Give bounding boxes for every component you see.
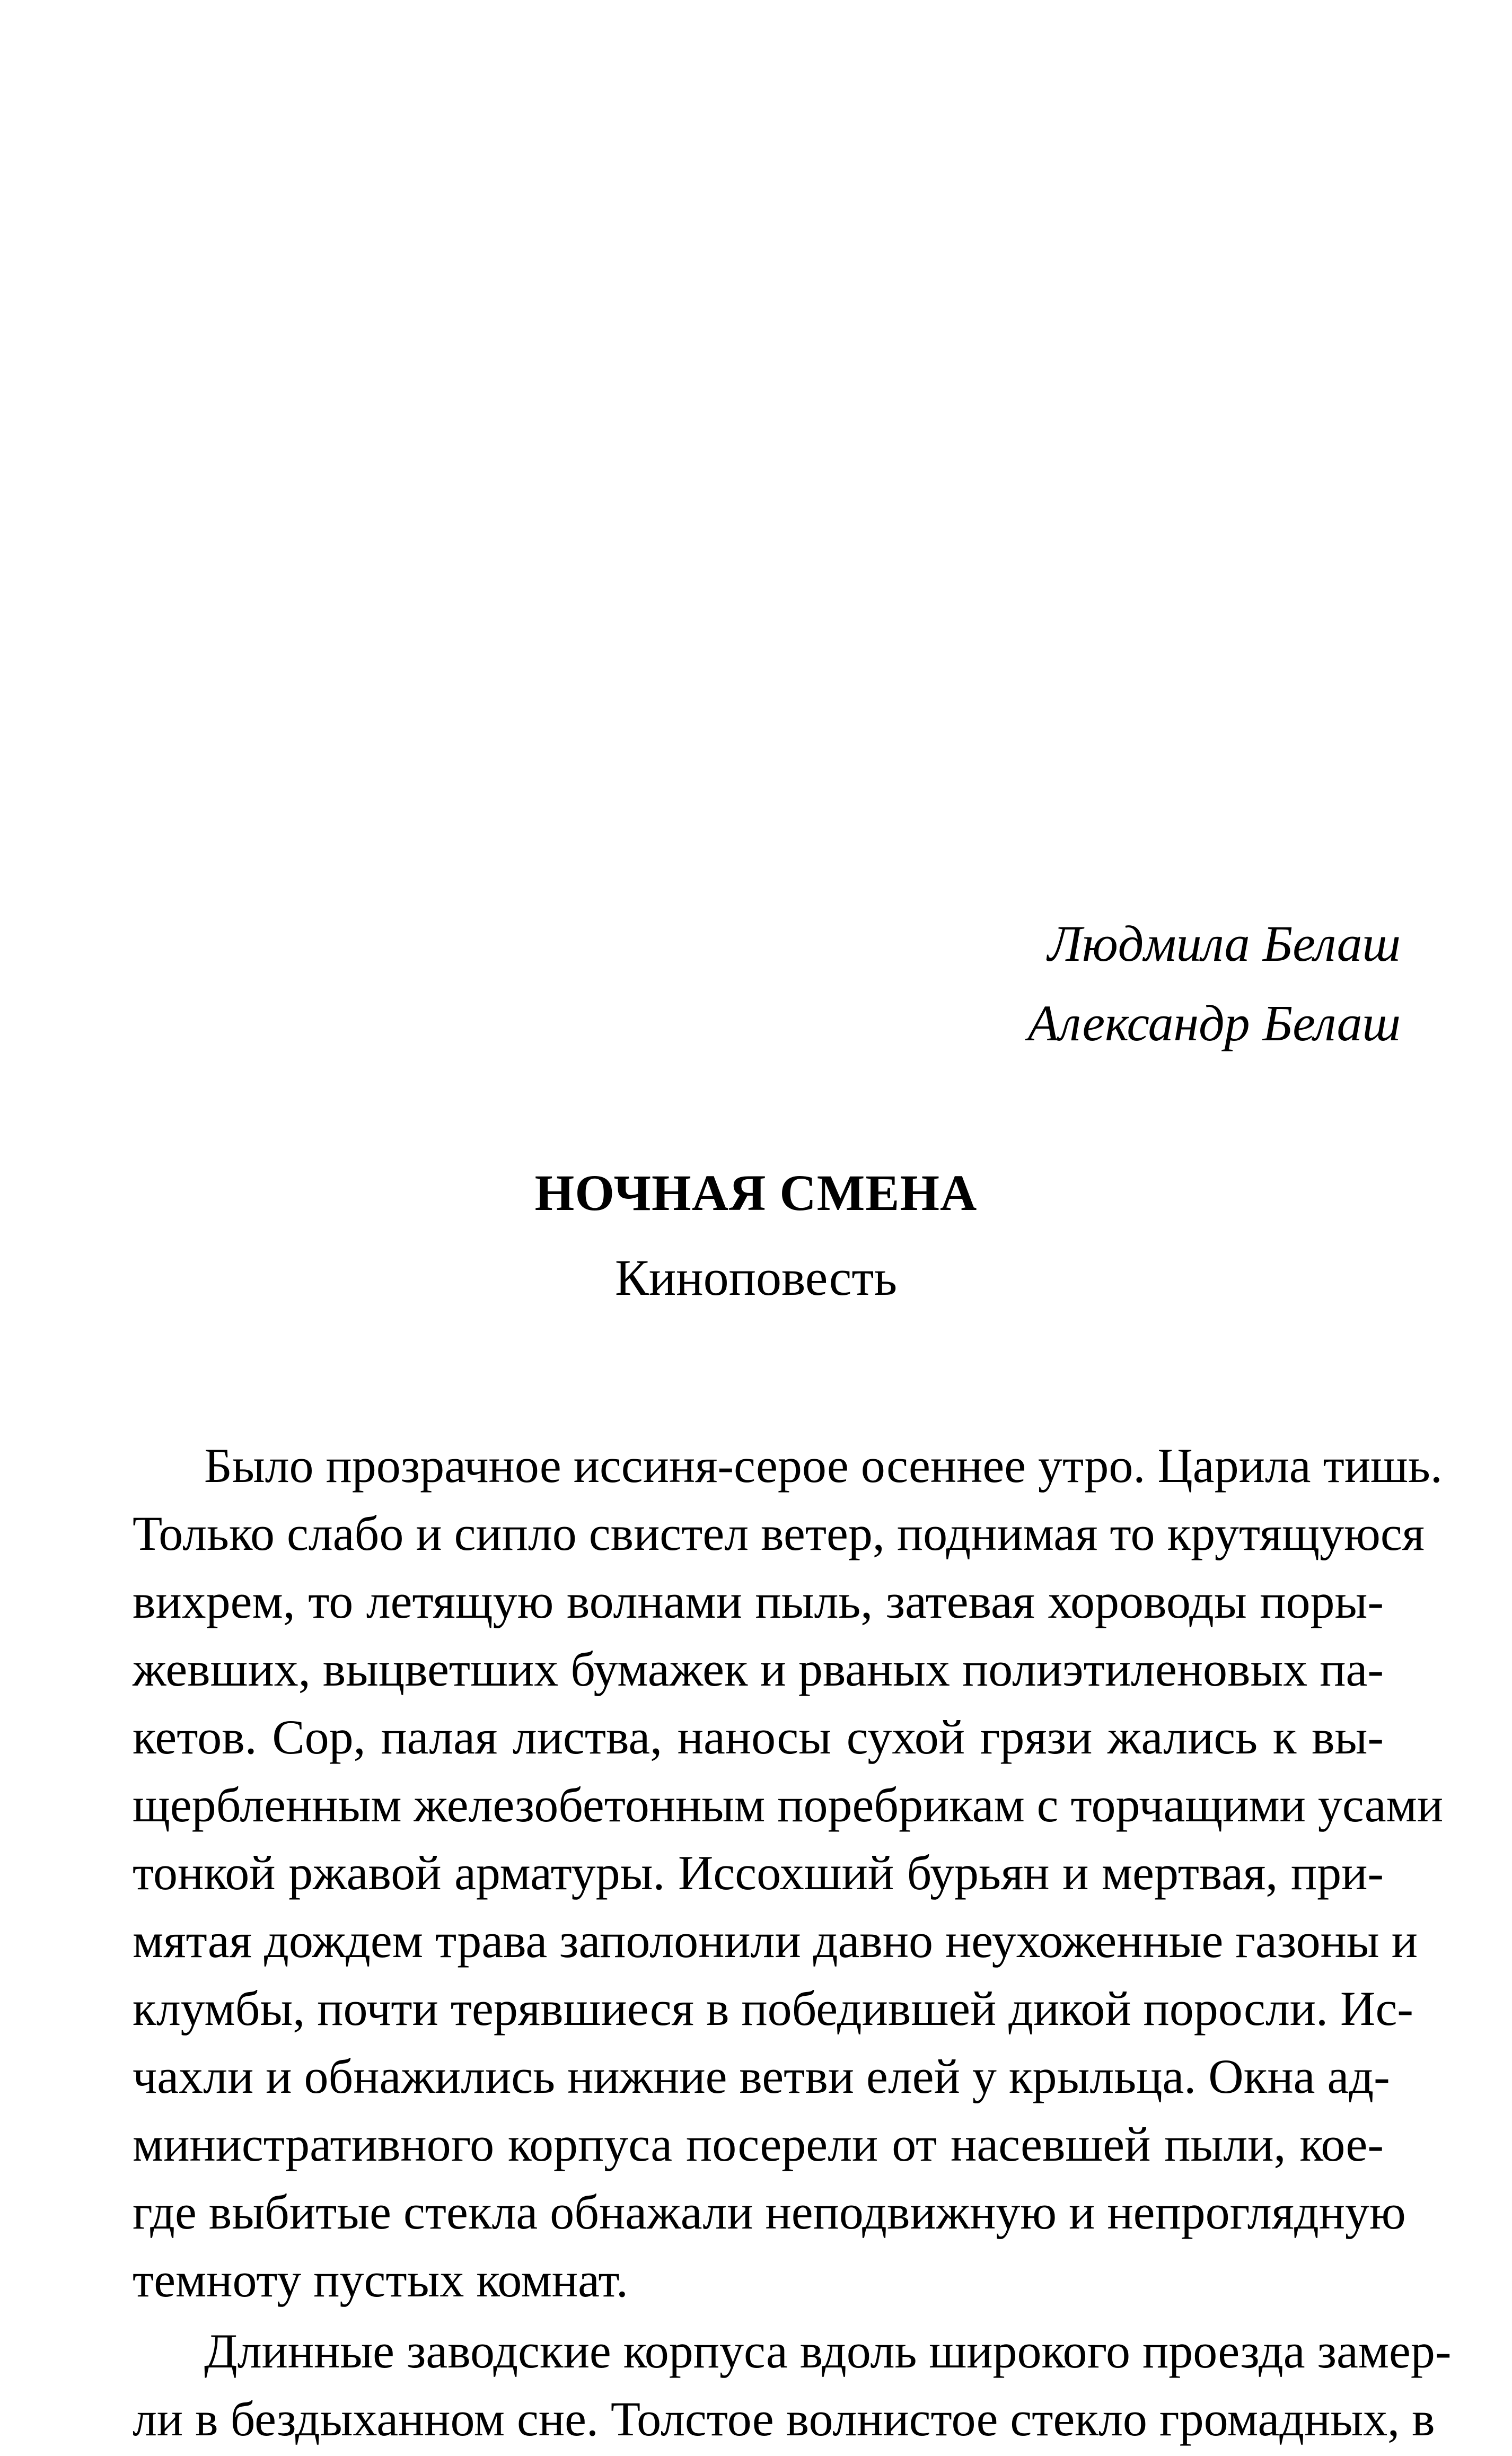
text-line: министративного корпуса посерели от насевшей пыли, кое- [133,2117,1384,2171]
text-line: жевших, выцветших бумажек и рваных полиэтиленовых па- [133,1642,1384,1696]
text-line: кетов. Сор, палая листва, наносы сухой грязи жались к вы- [133,1710,1384,1764]
text-line: где выбитые стекла обнажали неподвижную и непроглядную [133,2185,1406,2239]
text-line: Было прозрачное иссиня-серое осеннее утро. Царила тишь. [204,1438,1443,1493]
authors-block [1028,904,1401,1063]
author-name: Александр Белаш [1027,995,1401,1051]
text-line: вихрем, то летящую волнами пыль, затевая хороводы поры- [133,1574,1384,1628]
body-text [133,1432,1452,2456]
work-subtitle: Киноповесть [614,1249,898,1306]
text-line: щербленным железобетонным поребрикам с торчащими усами [133,1778,1444,1832]
paragraph [133,2317,1452,2453]
text-line: Только слабо и сипло свистел ветер, поднимая то крутящуюся [133,1506,1425,1560]
text-line: ли в бездыханном сне. Толстое волнистое стекло громадных, в [133,2392,1435,2446]
paragraph [133,1432,1444,2314]
text-line: клумбы, почти терявшиеся в победившей дикой поросли. Ис- [133,1981,1413,2036]
text-line: чахли и обнажились нижние ветви елей у крыльца. Окна ад- [133,2049,1390,2103]
text-line: мятая дождем трава заполонили давно неухоженные газоны и [133,1914,1418,1968]
text-line: Длинные заводские корпуса вдоль широкого проезда замер- [204,2324,1452,2378]
work-title: НОЧНАЯ СМЕНА [534,1164,978,1221]
author-name: Людмила Белаш [1048,915,1401,972]
text-line: тонкой ржавой арматуры. Иссохший бурьян и мертвая, при- [133,1846,1384,1900]
text-line: темноту пустых комнат. [133,2253,628,2307]
